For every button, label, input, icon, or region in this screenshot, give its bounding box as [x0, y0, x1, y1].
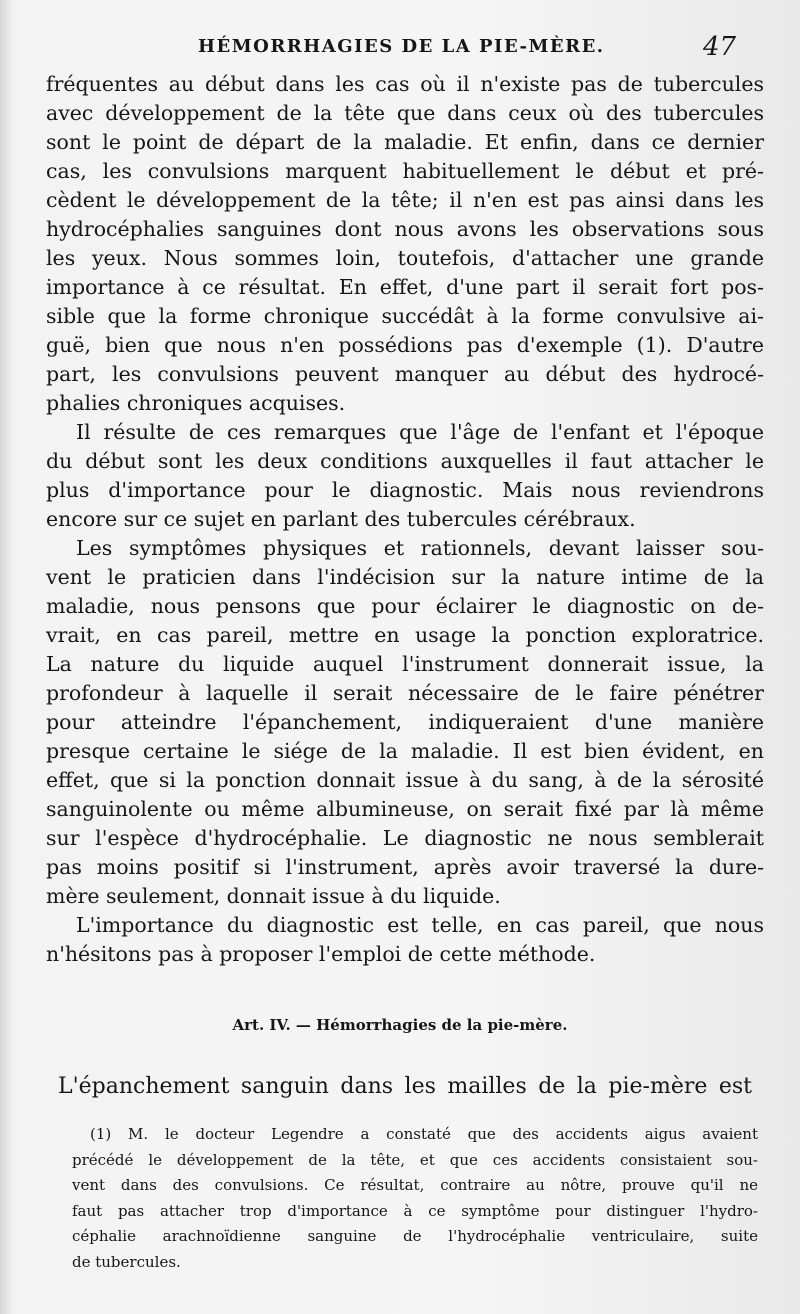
text-line: effet, que si la ponction donnait issue à du sang, à de la sérosité: [46, 768, 764, 792]
text-line: La nature du liquide auquel l'instrument donnerait issue, la: [46, 652, 764, 676]
text-line: pour atteindre l'épanchement, indiqueraient d'une manière: [46, 710, 764, 734]
footnote-line: précédé le développement de la tête, et que ces accidents consistaient sou-: [72, 1150, 758, 1169]
text-line: sur l'espèce d'hydrocéphalie. Le diagnostic ne nous semblerait: [46, 826, 764, 850]
article-heading: [0, 1016, 800, 1034]
paragraph-4: [46, 911, 764, 969]
footnote: [72, 1122, 758, 1275]
paragraph-2: [46, 418, 764, 534]
text-line: cèdent le développement de la tête; il n'en est pas ainsi dans les: [46, 188, 764, 212]
text-line: plus d'importance pour le diagnostic. Mais nous reviendrons: [46, 478, 764, 502]
text-line: L'importance du diagnostic est telle, en cas pareil, que nous: [76, 913, 764, 937]
footnote-line: faut pas attacher trop d'importance à ce symptôme pour distinguer l'hydro-: [72, 1201, 758, 1220]
text-line: vrait, en cas pareil, mettre en usage la ponction exploratrice.: [46, 623, 764, 647]
text-line: sible que la forme chronique succédât à la forme convulsive ai-: [46, 304, 764, 328]
text-line: hydrocéphalies sanguines dont nous avons les observations sous: [46, 217, 764, 241]
text-line: guë, bien que nous n'en possédions pas d'exemple (1). D'autre: [46, 333, 764, 357]
text-line: profondeur à laquelle il serait nécessaire de le faire pénétrer: [46, 681, 764, 705]
text-line: fréquentes au début dans les cas où il n'existe pas de tubercules: [46, 72, 764, 96]
text-line: sont le point de départ de la maladie. Et enfin, dans ce dernier: [46, 130, 764, 154]
text-line: mère seulement, donnait issue à du liquide.: [46, 884, 501, 908]
text-line: encore sur ce sujet en parlant des tubercules cérébraux.: [46, 507, 636, 531]
article-number: Art. IV.: [232, 1016, 291, 1034]
text-line: avec développement de la tête que dans ceux où des tubercules: [46, 101, 764, 125]
text-line: phalies chroniques acquises.: [46, 391, 346, 415]
text-line: sanguinolente ou même albumineuse, on serait fixé par là même: [46, 797, 764, 821]
text-line: presque certaine le siége de la maladie. Il est bien évident, en: [46, 739, 764, 763]
body-text: [46, 70, 764, 969]
text-line: Les symptômes physiques et rationnels, devant laisser sou-: [76, 536, 764, 560]
running-head: HÉMORRHAGIES DE LA PIE-MÈRE.: [198, 36, 605, 57]
article-title: Hémorrhagies de la pie-mère.: [316, 1016, 568, 1034]
text-line: part, les convulsions peuvent manquer au début des hydrocé-: [46, 362, 764, 386]
text-line: importance à ce résultat. En effet, d'une part il serait fort pos-: [46, 275, 764, 299]
footnote-line: de tubercules.: [72, 1252, 181, 1271]
page-header: [0, 34, 800, 68]
paragraph-3: [46, 534, 764, 911]
text-line: n'hésitons pas à proposer l'emploi de cette méthode.: [46, 942, 596, 966]
text-line: du début sont les deux conditions auxquelles il faut attacher le: [46, 449, 764, 473]
text-line: cas, les convulsions marquent habituellement le début et pré-: [46, 159, 764, 183]
lead-line: L'épanchement sanguin dans les mailles de la pie-mère est: [58, 1074, 752, 1099]
paragraph-1: [46, 70, 764, 418]
footnote-line: vent dans des convulsions. Ce résultat, contraire au nôtre, prouve qu'il ne: [72, 1176, 758, 1194]
text-line: pas moins positif si l'instrument, après avoir traversé la dure-: [46, 855, 764, 879]
article-dash: —: [290, 1016, 317, 1034]
footnote-line: (1) M. le docteur Legendre a constaté que des accidents aigus avaient: [90, 1125, 758, 1143]
text-line: maladie, nous pensons que pour éclairer le diagnostic on de-: [46, 594, 764, 618]
text-line: vent le praticien dans l'indécision sur la nature intime de la: [46, 565, 764, 589]
footnote-line: céphalie arachnoïdienne sanguine de l'hydrocéphalie ventriculaire, suite: [72, 1227, 758, 1245]
text-line: les yeux. Nous sommes loin, toutefois, d'attacher une grande: [46, 246, 764, 270]
page-number: 47: [703, 32, 737, 62]
text-line: Il résulte de ces remarques que l'âge de l'enfant et l'époque: [76, 420, 764, 444]
